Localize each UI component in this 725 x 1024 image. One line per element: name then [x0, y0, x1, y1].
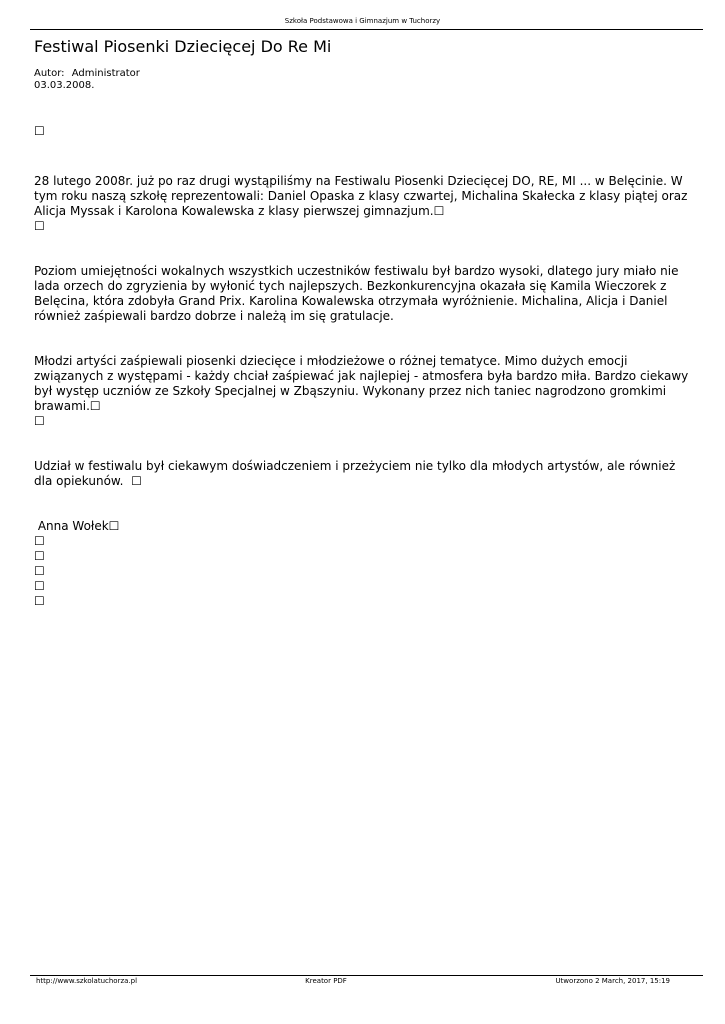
author-line — [34, 68, 140, 80]
paragraph-3 — [34, 354, 694, 414]
box-glyph: ☐ — [131, 474, 142, 488]
header-divider — [30, 29, 703, 30]
paragraph-1 — [34, 174, 694, 219]
box-glyph: ☐ — [34, 414, 45, 428]
signature-line — [34, 519, 694, 534]
box-glyph: ☐ — [34, 594, 45, 608]
box-glyph: ☐ — [34, 219, 45, 233]
signature: Anna Wołek — [37, 519, 109, 533]
box-glyph: ☐ — [89, 399, 101, 413]
article-meta — [34, 68, 140, 92]
box-glyph: ☐ — [108, 519, 120, 533]
article-date: 03.03.2008. — [34, 80, 95, 91]
footer-divider — [30, 975, 703, 976]
paragraph-4 — [34, 459, 694, 489]
footer-url-link[interactable]: http://www.szkolatuchorza.pl — [36, 977, 138, 985]
box-glyph: ☐ — [34, 124, 45, 138]
header-site-name: Szkoła Podstawowa i Gimnazjum w Tuchorzy — [284, 17, 441, 25]
author-name: Administrator — [71, 68, 140, 79]
box-glyph: ☐ — [34, 549, 45, 563]
paragraph-4-text: Udział w festiwalu był ciekawym doświadczeniem i przeżyciem nie tylko dla młodych artystów, ale również dla opiekunów. — [34, 459, 676, 488]
footer-created: Utworzono 2 March, 2017, 15:19 — [555, 977, 670, 985]
footer-generator: Kreator PDF — [305, 977, 347, 985]
box-glyph: ☐ — [433, 204, 445, 218]
paragraph-3-text: Młodzi artyści zaśpiewali piosenki dziecięce i młodzieżowe o różnej tematyce. Mimo dużych emocji związanych z występami - każdy chciał zaśpiewać jak najlepiej - atmosfera była bardzo miła. Bardzo ciekawy był występ uczniów ze Szkoły Specjalnej w Zbąszyniu. Wykonany przez nich taniec nagrodzono gromkimi brawami. — [34, 354, 689, 413]
box-glyph: ☐ — [34, 579, 45, 593]
box-glyph: ☐ — [34, 564, 45, 578]
box-glyph: ☐ — [34, 534, 45, 548]
article-title: Festiwal Piosenki Dziecięcej Do Re Mi — [34, 37, 332, 56]
paragraph-1-text: 28 lutego 2008r. już po raz drugi wystąpiliśmy na Festiwalu Piosenki Dziecięcej DO, RE, MI ... w Belęcinie. W tym roku naszą szkołę reprezentowali: Daniel Opaska z klasy czwartej, Michalina Skałecka z klasy piątej oraz Alicja Myssak i Karolona Kowalewska z klasy pierwszej gimnazjum. — [34, 174, 688, 218]
author-label: Autor: — [34, 68, 65, 79]
paragraph-2: Poziom umiejętności wokalnych wszystkich uczestników festiwalu był bardzo wysoki, dlatego jury miało nie lada orzech do zgryzienia by wyłonić tych najlepszych. Bezkonkurencyjna okazała się Kamila Wieczorek z Belęcina, która zdobyła Grand Prix. Karolina Kowalewska otrzymała wyróżnienie. Michalina, Alicja i Daniel również zaśpiewali bardzo dobrze i należą im się gratulacje. — [34, 264, 679, 323]
article-body — [34, 124, 694, 609]
